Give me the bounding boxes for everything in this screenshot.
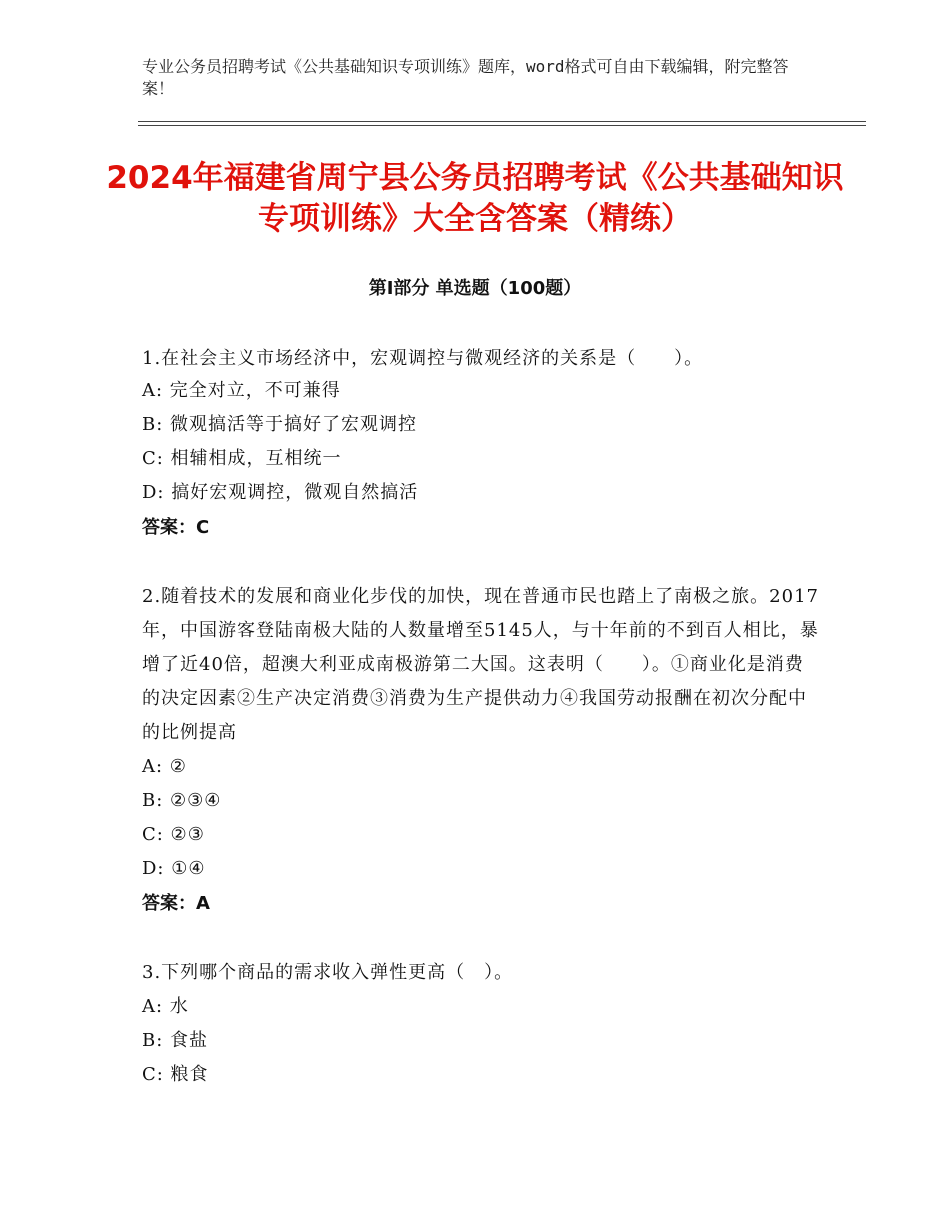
question-2-option-d: D: ①④: [142, 858, 206, 879]
question-1-answer: 答案：C: [142, 517, 210, 538]
question-3-stem: 3.下列哪个商品的需求收入弹性更高（ ）。: [142, 962, 514, 983]
question-3-option-c: C: 粮食: [142, 1064, 209, 1085]
header-note: 专业公务员招聘考试《公共基础知识专项训练》题库，word格式可自由下载编辑，附完整答案！: [142, 57, 789, 98]
section-heading: 第Ⅰ部分 单选题（100题）: [368, 278, 582, 299]
question-3-option-a: A: 水: [142, 996, 189, 1017]
header-rule-bottom: [138, 125, 866, 126]
question-1-option-d: D: 搞好宏观调控，微观自然搞活: [142, 482, 419, 503]
question-2-option-a: A: ②: [142, 756, 187, 777]
question-1-stem: 1.在社会主义市场经济中，宏观调控与微观经济的关系是（ ）。: [142, 348, 704, 369]
question-2-stem: 2.随着技术的发展和商业化步伐的加快，现在普通市民也踏上了南极之旅。2017年，中国游客登陆南极大陆的人数量增至5145人，与十年前的不到百人相比，暴增了近40倍，超澳大利亚成南极游第二大国。这表明（ ）。①商业化是消费的决定因素②生产决定消费③消费为生产提供动力④我国劳动报酬在初次分配中的比例提高: [142, 586, 819, 743]
question-1-option-b: B: 微观搞活等于搞好了宏观调控: [142, 414, 418, 435]
question-1-option-c: C: 相辅相成，互相统一: [142, 448, 342, 469]
question-2-answer: 答案：A: [142, 893, 210, 914]
header-rule-top: [138, 121, 866, 122]
document-title: 2024年福建省周宁县公务员招聘考试《公共基础知识专项训练》大全含答案（精练）: [106, 160, 844, 237]
question-2-option-b: B: ②③④: [142, 790, 222, 811]
question-2-option-c: C: ②③: [142, 824, 205, 845]
question-1-option-a: A: 完全对立，不可兼得: [142, 380, 341, 401]
question-3-option-b: B: 食盐: [142, 1030, 209, 1051]
